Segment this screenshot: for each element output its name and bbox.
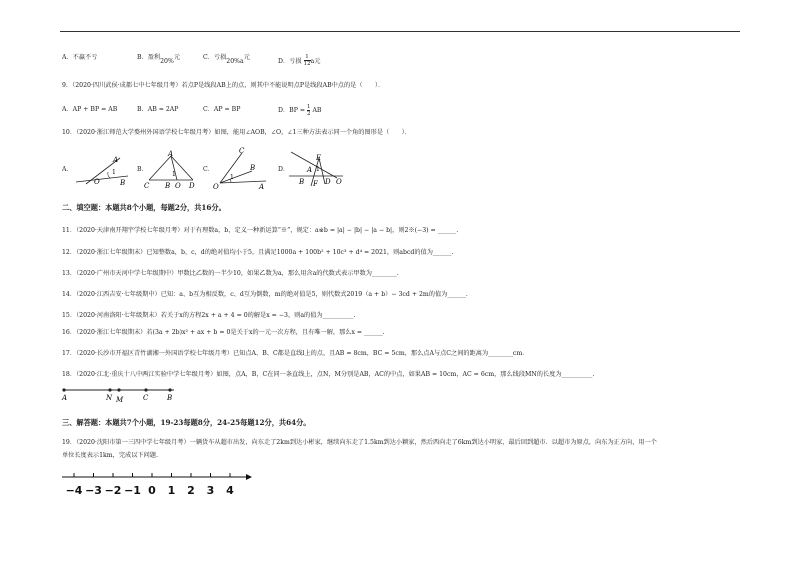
point-label-c: C	[143, 394, 149, 402]
q11: 11．（2020·天津南开翔宇学校七年级月考）对于有理数a，b，定义一种新运算“※”，规定：a※b = |a| − |b| − |a − b|，则2※(−3) = ______.	[62, 227, 459, 234]
svg-text:O: O	[213, 183, 219, 190]
q10-stem: 10．（2020·浙江师范大学婺州外国语学校七年级月考）如图，能用∠AOB，∠O，∠1三种方法表示同一个角的图形是（ ）．	[62, 129, 411, 136]
q10-option-c-label: C．	[203, 166, 214, 173]
point-label-m: M	[116, 396, 124, 404]
q10-figure-d	[285, 146, 347, 190]
q10-option-a-label: A．	[62, 166, 73, 173]
number-line-tick-label: −1	[124, 484, 141, 497]
number-line-tick-label: 4	[226, 484, 234, 497]
svg-text:O: O	[94, 178, 100, 186]
q9-option-c: C．AP = BP	[203, 106, 241, 113]
svg-text:E: E	[316, 154, 322, 162]
q8-option-c: C．亏损20%a元	[203, 54, 250, 65]
q9-option-a: A．AP + BP = AB	[62, 106, 118, 113]
number-line-tick-label: −2	[104, 484, 122, 497]
section-heading-fill-in: 二、填空题：本题共8个小题，每题2分，共16分。	[62, 203, 226, 212]
svg-text:B: B	[299, 178, 305, 186]
number-line-tick-label: −4	[65, 484, 83, 497]
svg-text:1: 1	[112, 169, 116, 176]
number-line-tick-label: −3	[85, 484, 102, 497]
q9-stem: 9．（2020·四川武侯·成都七中七年级月考）若点P是线段AB上的点，则其中不能说明点P是线段AB中点的是（ ）．	[62, 82, 385, 89]
svg-text:B: B	[165, 182, 171, 190]
q16: 16．（2020·浙江七年级期末）若(3a + 2b)x² + ax + b = 0是关于x的一元一次方程，且有唯一解，那么x = ______.	[62, 329, 385, 336]
number-line-tick-label: 3	[206, 484, 215, 497]
svg-text:F: F	[313, 180, 318, 188]
point-label-b: B	[167, 394, 173, 402]
svg-text:A: A	[259, 183, 265, 190]
svg-text:D: D	[189, 182, 195, 190]
svg-text:1: 1	[172, 171, 176, 178]
number-line-tick-label: 2	[187, 484, 195, 497]
q10-figure-c	[212, 145, 270, 190]
svg-text:B: B	[120, 179, 126, 187]
q15: 15．（2020·河南洛阳·七年级期末）若关于x的方程2x + a + 4 = 0的解是x = −3，则a的值为__________.	[62, 312, 356, 319]
number-line-tick-label: 0	[148, 484, 156, 497]
point-label-a: A	[62, 394, 68, 402]
q10-option-d-label: D．	[278, 166, 290, 173]
section-heading-answers: 三、解答题：本题共7个小题，19-23每题8分，24-25每题12分，共64分。	[62, 418, 311, 427]
svg-text:D: D	[325, 178, 331, 186]
point-label-n: N	[106, 394, 113, 402]
number-line-tick-label: 1	[167, 484, 176, 497]
svg-text:C: C	[239, 147, 245, 155]
svg-text:B: B	[250, 164, 256, 172]
q8-option-d: D．亏损 $\frac{1}{12}$ a元	[278, 54, 321, 67]
q8-option-b: B．盈利20%元	[137, 54, 181, 65]
q9-option-d: D．BP = $\frac{1}{2}$ AB	[278, 104, 322, 117]
number-line	[60, 465, 260, 501]
q19-line1: 19．（2020·沈阳市第一三四中学七年级月考）一辆货车从超市出发，向东走了2km到达小彬家，继续向东走了1.5km到达小颖家，然后西向走了6km到达小明家，最后回到超市．以超市为原点，向东为正方向，用一个	[62, 439, 657, 446]
svg-text:O: O	[175, 182, 181, 190]
svg-text:1: 1	[316, 166, 320, 173]
header-rule	[60, 31, 740, 32]
q13: 13．（2020·广州市天河中学七年级期中）甲数比乙数的一半少10，如果乙数为a，那么用含a的代数式表示甲数为________.	[62, 270, 399, 277]
q10-option-b-label: B．	[137, 166, 148, 173]
q10-figure-a	[72, 148, 132, 190]
svg-text:A: A	[168, 150, 174, 158]
q12: 12．（2020·浙江七年级期末）已知整数a，b，c，d的绝对值均小于5，且满足1000a + 100b² + 10c³ + d⁴ = 2021，则abcd的值为______.	[62, 249, 454, 256]
q8-option-a: A．不赢不亏	[62, 54, 98, 61]
q9-option-b: B．AB = 2AP	[137, 106, 179, 113]
q18-line-segment-figure	[60, 384, 180, 404]
svg-text:1: 1	[230, 174, 234, 181]
q19-line2: 单位长度表示1km，完成以下问题.	[62, 452, 158, 459]
svg-text:C: C	[144, 182, 150, 190]
q18: 18．（2020·江北·重庆十八中两江实验中学七年级月考）如图，点A，B，C在同一条直线上，点N，M分别是AB，AC的中点，如果AB = 10cm，AC = 6cm，那么线段MN的长度为__________.	[62, 371, 595, 378]
svg-text:A: A	[113, 156, 119, 164]
q14: 14．（2020·江西吉安·七年级期中）已知：a、b互为相反数，c、d互为倒数，m的绝对值是5，则代数式2019（a + b）− 3cd + 2m的值为______.	[62, 291, 468, 298]
svg-text:O: O	[336, 178, 342, 186]
q17: 17．（2020·长沙市开福区青竹湖湘一外国语学校七年级月考）已知点A、B、C都是直线l上的点，且AB = 8cm，BC = 5cm，那么点A与点C之间的距离为________cm．	[62, 350, 529, 357]
svg-text:A: A	[307, 166, 313, 174]
q10-figure-b	[143, 150, 198, 190]
